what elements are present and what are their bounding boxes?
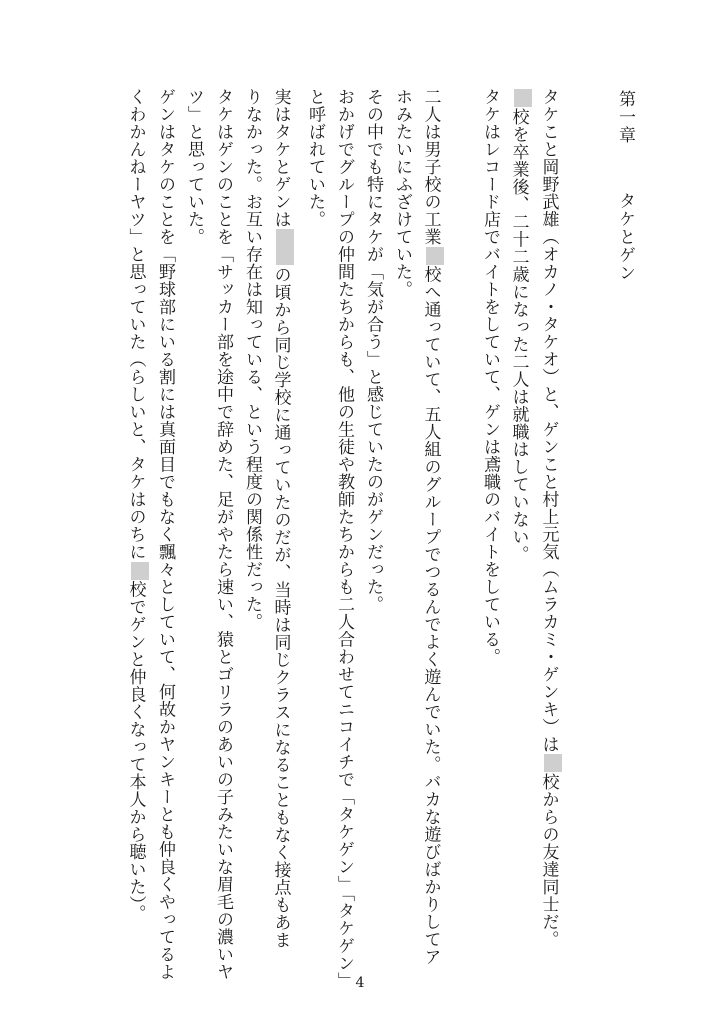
text-line: タケはレコード店でバイトをしていて、ゲンは鳶職のバイトをしている。	[480, 88, 500, 666]
redaction-mark	[514, 89, 532, 107]
page-number: 4	[355, 975, 365, 991]
redaction-mark	[544, 754, 562, 772]
text-line: ツ」と思っていた。	[184, 88, 204, 246]
text-line: その中でも特にタケが「気が合う」と感じていたのがゲンだった。	[363, 88, 383, 613]
text-line: おかげでグループの仲間たちからも、他の生徒や教師たちからも二人合わせてニコイチで「タケゲン」「タケゲン」	[334, 88, 354, 990]
redaction-mark	[426, 247, 444, 265]
redaction-mark	[131, 562, 149, 580]
text-line: ゲンはタケのことを「野球部にいる割には真面目でもなく飄々としていて、何故かヤンキーとも仲良くやってるよ	[155, 88, 175, 981]
chapter-heading	[612, 90, 638, 282]
text-line: りなかった。お互い存在は知っている、という程度の関係性だった。	[242, 88, 262, 631]
text-line: ホみたいにふざけていた。	[392, 88, 412, 298]
text-line: タケこと岡野武雄（オカノ・タケオ）と、ゲンこと村上元気（ムラカミ・ゲンキ）は校からの友達同士だ。	[536, 88, 562, 948]
text-line: 校を卒業後、二十二歳になった二人は就職はしていない。	[506, 88, 532, 563]
text-line: タケはゲンのことを「サッカー部を途中で辞めた、足がやたら速い、猿とゴリラのあいの子みたいな眉毛の濃いヤ	[213, 88, 233, 981]
text-line: と呼ばれていた。	[305, 88, 325, 228]
text-line: 二人は男子校の工業校へ通っていて、五人組のグループでつるんでよく遊んでいた。バカな遊びばかりしてア	[418, 88, 444, 966]
chapter-title: タケとゲン	[615, 192, 635, 282]
text-line: 実はタケとゲンはの頃から同じ学校に通っていたのだが、当時は同じクラスになることもなく接点もあま	[268, 88, 294, 949]
chapter-label: 第一章	[615, 90, 635, 144]
text-line: くわかんねーヤツ」と思っていた（らしいと、タケはのちに校でゲンと仲良くなって本人から聴いた）。	[123, 88, 149, 922]
redaction-mark	[276, 229, 294, 265]
